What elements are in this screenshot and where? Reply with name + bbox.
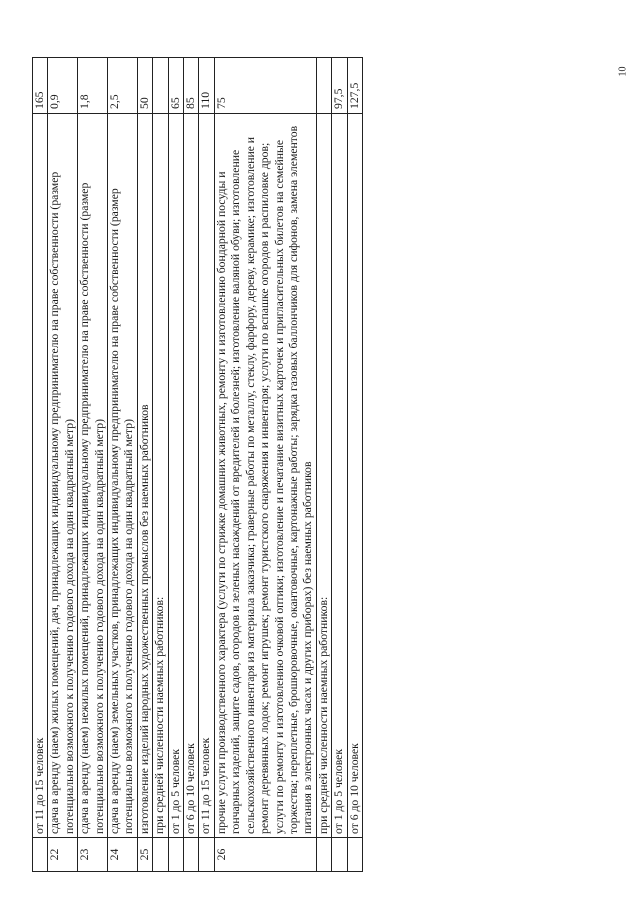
row-number: 24 <box>108 838 138 872</box>
row-number <box>33 838 48 872</box>
row-value: 2,5 <box>108 58 138 114</box>
table-row <box>332 58 347 872</box>
table-row <box>347 58 362 872</box>
row-number: 26 <box>214 838 316 872</box>
row-value: 0,9 <box>48 58 78 114</box>
activity-description: сдача в аренду (наем) земельных участков, принадлежащих индивидуальному предпринимателю на праве собственности (размер потенциально возможного к получению годового дохода на один квадратный метр) <box>108 114 138 838</box>
activity-description: сдача в аренду (наем) нежилых помещений, принадлежащих индивидуальному предпринимателю на праве собственности (размер потенциально возможного к получению годового дохода на один квадратный метр) <box>78 114 108 838</box>
row-number <box>332 838 347 872</box>
table-row <box>108 58 138 872</box>
row-value: 85 <box>184 58 199 114</box>
activity-description: от 11 до 15 человек <box>199 114 214 838</box>
row-value: 97,5 <box>332 58 347 114</box>
table-row <box>316 58 331 872</box>
activity-description: изготовление изделий народных художественных промыслов без наемных работников <box>137 114 152 838</box>
row-number: 25 <box>137 838 152 872</box>
table-row <box>214 58 316 872</box>
table-row <box>78 58 108 872</box>
tariff-table <box>32 57 363 872</box>
row-value: 127,5 <box>347 58 362 114</box>
activity-description: при средней численности наемных работников: <box>153 114 168 838</box>
row-value: 75 <box>214 58 316 114</box>
row-value <box>153 58 168 114</box>
rotated-page-content <box>32 57 616 872</box>
activity-description: от 6 до 10 человек <box>184 114 199 838</box>
row-value: 110 <box>199 58 214 114</box>
row-value: 1,8 <box>78 58 108 114</box>
activity-description: прочие услуги производственного характера (услуги по стрижке домашних животных, ремонту и изготовлению бондарной посуды и гончарных изделий, защите садов, огородов и зеленых насаждений от вредителей и болезней; изготовление валяной обуви; изготовление сельскохозяйственного инвентаря из материала заказчика; граверные работы по металлу, стеклу, фарфору, дереву, керамике; изготовление и ремонт деревянных лодок; ремонт игрушек; ремонт туристского снаряжения и инвентаря; услуги по вспашке огородов и распиловке дров; услуги по ремонту и изготовлению очковой оптики; изготовление и печатание визитных карточек и пригласительных билетов на семейные торжества; переплетные, брошюровочные, окантовочные, картонажные работы; зарядка газовых баллончиков для сифонов, замена элементов питания в электронных часах и других приборах) без наемных работников <box>214 114 316 838</box>
row-number <box>153 838 168 872</box>
row-value: 165 <box>33 58 48 114</box>
table-row <box>184 58 199 872</box>
activity-description: от 1 до 5 человек <box>332 114 347 838</box>
table-row <box>168 58 183 872</box>
activity-description: сдача в аренду (наем) жилых помещений, дач, принадлежащих индивидуальному предпринимателю на праве собственности (размер потенциально возможного к получению годового дохода на один квадратный метр) <box>48 114 78 838</box>
activity-description: от 6 до 10 человек <box>347 114 362 838</box>
table-row <box>48 58 78 872</box>
row-number <box>316 838 331 872</box>
row-number <box>168 838 183 872</box>
table-row <box>153 58 168 872</box>
row-number <box>199 838 214 872</box>
activity-description: при средней численности наемных работников: <box>316 114 331 838</box>
row-number: 22 <box>48 838 78 872</box>
row-number <box>184 838 199 872</box>
table-row <box>137 58 152 872</box>
row-value: 65 <box>168 58 183 114</box>
table-row <box>199 58 214 872</box>
row-value: 50 <box>137 58 152 114</box>
row-value <box>316 58 331 114</box>
activity-description: от 1 до 5 человек <box>168 114 183 838</box>
activity-description: от 11 до 15 человек <box>33 114 48 838</box>
row-number: 23 <box>78 838 108 872</box>
row-number <box>347 838 362 872</box>
table-row <box>33 58 48 872</box>
page-number: 10 <box>617 66 629 77</box>
